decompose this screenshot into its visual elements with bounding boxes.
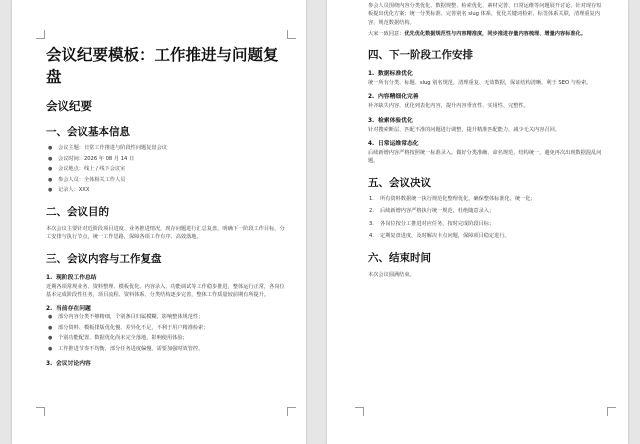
bullet-icon: ● xyxy=(48,166,53,173)
section-heading-review: 三、会议内容与工作复盘 xyxy=(46,252,162,265)
crop-mark xyxy=(287,30,296,39)
resolutions-list xyxy=(368,196,606,241)
document-page-left xyxy=(12,0,306,444)
page-content xyxy=(368,2,606,282)
subheading-discussion: 3. 会议讨论内容 xyxy=(46,360,91,367)
list-item: 4. 定期复盘进度，及时解决卡点问题，保障项目稳定进行。 xyxy=(369,233,510,240)
section-heading-end-time: 六、结束时间 xyxy=(368,252,431,265)
crop-mark xyxy=(607,407,616,416)
section-heading-basic-info: 一、会议基本信息 xyxy=(46,126,130,138)
crop-mark xyxy=(36,407,45,416)
bullet-icon: ● xyxy=(48,176,53,183)
document-page-right xyxy=(327,0,628,444)
list-item: ● 参会人员：全体相关工作人员 xyxy=(48,176,126,183)
basic-info-list xyxy=(46,145,286,195)
section-heading-purpose: 二、会议目的 xyxy=(46,205,109,218)
subheading-issues: 2. 当前存在问题 xyxy=(46,306,91,313)
bullet-icon: ● xyxy=(48,155,53,162)
document-title: 会议纪要模板：工作推进与问题复盘 xyxy=(46,46,279,86)
bullet-icon: ● xyxy=(48,324,53,331)
list-item: 2. 后续新增内容严格执行统一规范，杜绝随意录入； xyxy=(369,208,495,215)
list-item: ● 个别功能配置、数据优化尚未完全落地，影响使用体验； xyxy=(48,335,188,342)
subheading-search-optimization: 3. 检索体验优化 xyxy=(368,117,413,124)
end-paragraph: 本次会议圆满结束。 xyxy=(368,272,415,279)
list-item: ● 记录人：XXX xyxy=(48,187,90,194)
crop-mark xyxy=(355,407,364,416)
bullet-icon: ● xyxy=(48,335,53,342)
list-item: ● 会议时间：2026 年 08 月 14 日 xyxy=(48,155,135,162)
list-item: ● 部分内容分类不够精细，个别条目归属模糊，影响整体规范性； xyxy=(48,314,204,321)
bullet-icon: ● xyxy=(48,187,53,194)
list-item: ● 会议主题：日常工作推进与阶段性问题复盘会议 xyxy=(48,145,167,151)
page-content xyxy=(46,44,286,369)
subheading-data-standard: 1. 数据标准优化 xyxy=(368,71,413,78)
list-item: ● 工作推进节奏不均衡，部分任务进度偏慢，需要加强时效管控。 xyxy=(48,345,204,352)
crop-mark xyxy=(36,30,45,39)
bullet-icon: ● xyxy=(48,314,53,321)
section-heading-next-steps: 四、下一阶段工作安排 xyxy=(368,49,473,62)
document-subtitle: 会议纪要 xyxy=(46,99,92,113)
list-item: 1. 所有资料数据统一执行规范化整理优化，确保整体标准化、统一化； xyxy=(369,195,536,202)
summary-paragraph: 近期各项常规业务、资料整理、模板优化、内容录入、功能调试等工作稳步推进，整体运行正常，各岗位基本完成阶段性任务，项目流程、资料体系、分类结构逐步完善，整体工作质量较前期有所提升。 xyxy=(46,283,285,298)
discussion-paragraph: 参会人员围绕内容分类优化、数据规整、检索优化、素材完善、日常运维等问题展开讨论，针对现存短板提出优化方案；统一分类标准、完善别名 slug 体系，优化关键词检索、标签体系关联，清理重复内容，规范数据结构。 xyxy=(368,3,602,26)
subheading-summary: 1. 现阶段工作总结 xyxy=(46,274,97,281)
next-step-paragraph: 针对搜索断层、匹配不准的问题进行调整，提升精准匹配能力，减少无关内容召回。 xyxy=(368,126,560,133)
next-step-paragraph: 统一所有分类、标题、slug 别名规范，清理重复、无效数据，保证结构清晰，利于 SEO 与检索。 xyxy=(368,80,592,87)
bullet-icon: ● xyxy=(48,145,53,151)
next-step-paragraph: 补齐缺失内容，优化列表化内容，提升内容垂直性、实用性、完整性。 xyxy=(368,103,529,110)
conclusion-paragraph: 大家一致同意：优先优化数据规范性与内容精准度，同步推进存量内容梳理、增量内容标准化。 xyxy=(368,30,586,37)
list-item: 3. 各岗位按分工推进对应任务，按时完成阶段目标； xyxy=(369,220,495,227)
list-item: ● 部分资料、模板排版优化慢、差异化不足，不利于用户精准检索； xyxy=(48,324,209,331)
section-heading-resolutions: 五、会议决议 xyxy=(368,176,431,189)
purpose-paragraph: 本次会议主要针对近阶段项目进度、业务推进情况，现存问题进行汇总复盘，明确下一阶段工作目标，分工安排与执行节点，统一工作思路，保障各项工作有序、高效落地。 xyxy=(46,225,285,241)
subheading-content-refinement: 2. 内容精细化完善 xyxy=(368,94,419,101)
issues-list xyxy=(46,314,286,353)
list-item: ● 会议地点：线上 / 线下会议室 xyxy=(48,166,126,173)
bullet-icon: ● xyxy=(48,345,53,352)
next-step-paragraph: 后续新增内容严格按照统一标准录入，做好分类准确、命名规范、结构统一，避免再次出现数据混乱问题。 xyxy=(368,150,602,165)
crop-mark xyxy=(287,407,296,416)
subheading-daily-maintenance: 4. 日常运维常态化 xyxy=(368,141,419,148)
